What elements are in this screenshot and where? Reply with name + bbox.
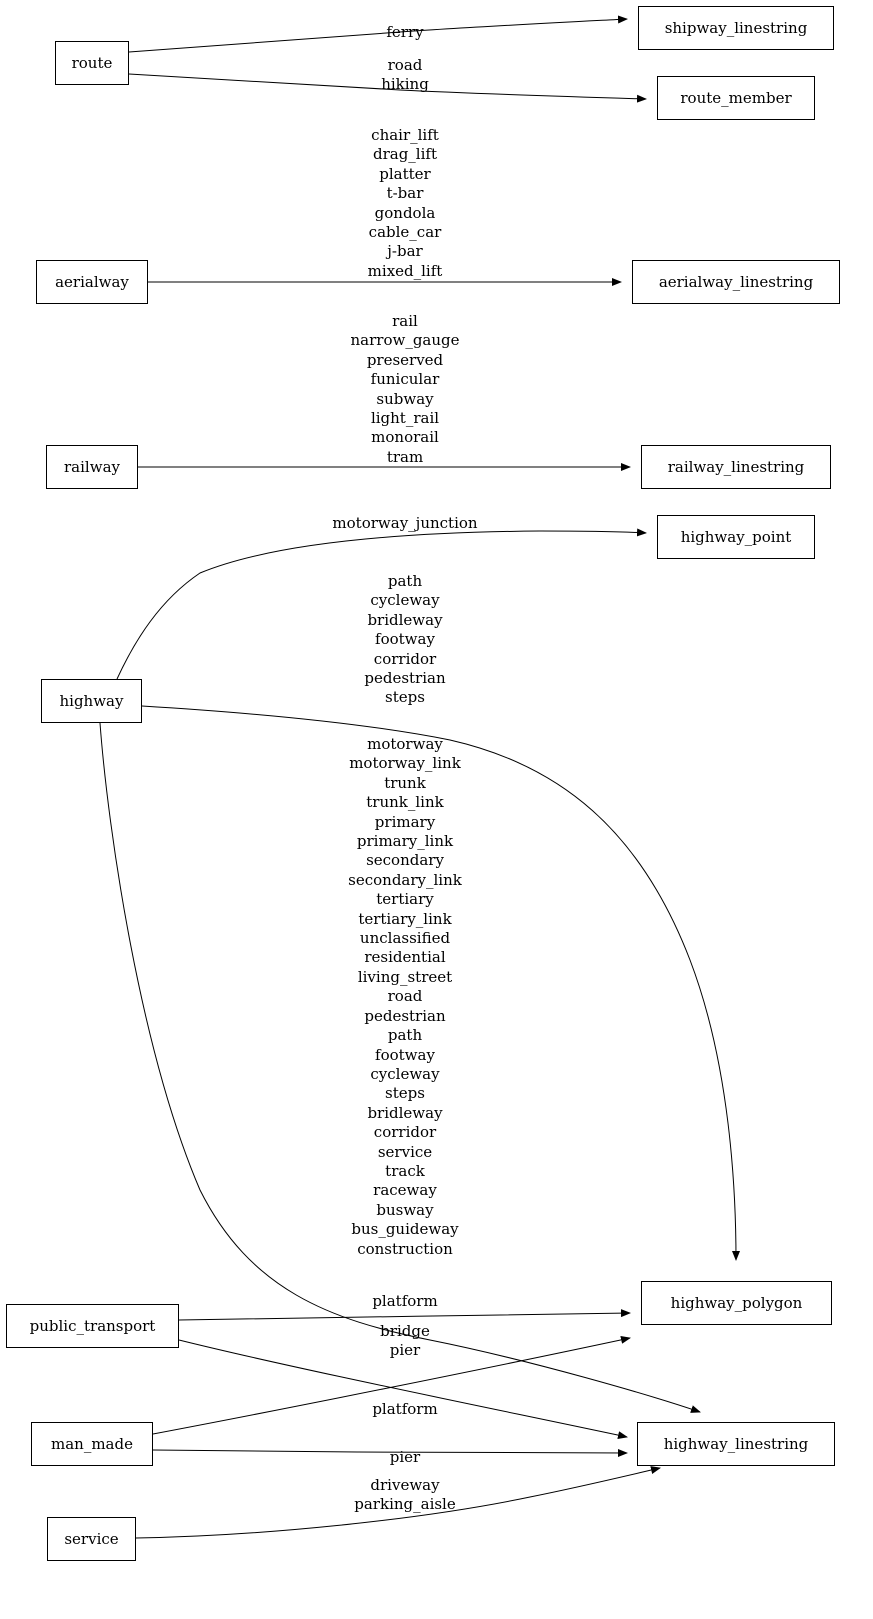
edge-label-line: motorway [367, 735, 443, 753]
edge-label-line: trunk_link [366, 793, 444, 812]
node-man_made[interactable]: man_made [31, 1422, 153, 1466]
edge-label-line: mixed_lift [367, 261, 443, 280]
edge-label-line: gondola [374, 203, 436, 222]
edge-label-line: secondary [366, 851, 444, 870]
edge-label-line: drag_lift [372, 145, 437, 164]
edge-label-line: parking_aisle [354, 1495, 456, 1514]
edge-label-service-to-highway_ls [354, 1476, 455, 1515]
edge-label-line: primary [374, 812, 436, 831]
edge-label-public_transport-to-highway_ls [372, 1400, 437, 1419]
edge-label-line: motorway_link [349, 754, 461, 773]
node-aerialway_ls[interactable]: aerialway_linestring [632, 260, 840, 304]
edge-label-line: preserved [366, 350, 444, 369]
edge-label-line: steps [385, 1084, 425, 1103]
edge-label-line: platform [372, 1400, 438, 1418]
edge-label-line: primary_link [356, 832, 454, 851]
edge-label-line: tertiary_link [358, 909, 452, 928]
edge-label-line: platter [379, 164, 431, 183]
edge-label-line: busway [376, 1200, 434, 1219]
edge-label-line: tram [386, 447, 424, 466]
node-service[interactable]: service [47, 1517, 136, 1561]
edge-label-line: ferry [386, 23, 424, 41]
edge-label-highway-to-highway_ls [348, 735, 462, 1259]
edge-label-line: pedestrian [364, 1006, 446, 1025]
edge-label-line: path [387, 1026, 423, 1045]
edge-label-line: chair_lift [371, 126, 439, 144]
edge-label-line: driveway [370, 1476, 440, 1494]
edge-label-line: narrow_gauge [350, 331, 460, 350]
edge-label-line: hiking [381, 75, 429, 94]
edge-label-line: road [387, 987, 423, 1006]
edge-label-line: cycleway [370, 1064, 440, 1083]
edge-label-line: track [385, 1161, 425, 1180]
edge-label-man_made-to-highway_polygon [380, 1322, 430, 1361]
node-route_member[interactable]: route_member [657, 76, 815, 120]
edge-label-line: monorail [371, 428, 439, 447]
edge-label-route-to-shipway_ls [386, 23, 423, 42]
edge-label-line: living_street [357, 967, 453, 986]
edge-label-line: bus_guideway [351, 1220, 459, 1239]
node-highway_ls[interactable]: highway_linestring [637, 1422, 835, 1466]
edge-label-public_transport-to-highway_polygon [372, 1292, 437, 1311]
edge-label-line: bridleway [367, 1103, 443, 1122]
edge-label-line: footway [375, 630, 435, 649]
edge-label-line: steps [385, 688, 425, 707]
edge-label-line: cable_car [368, 223, 442, 242]
edge-label-line: j-bar [387, 242, 423, 261]
node-route[interactable]: route [55, 41, 129, 85]
edge-label-line: rail [392, 312, 418, 330]
edge-label-man_made-to-highway_ls [390, 1448, 420, 1467]
edge-label-route-to-route_member [381, 56, 429, 95]
node-aerialway[interactable]: aerialway [36, 260, 148, 304]
edge-label-line: cycleway [370, 591, 440, 610]
edge-label-highway-to-highway_polygon [364, 572, 445, 708]
edge-label-line: secondary_link [348, 870, 462, 889]
edge-label-line: pier [389, 1341, 421, 1360]
edge-label-line: tertiary [376, 890, 434, 909]
edge-label-line: corridor [373, 649, 437, 668]
edge-label-line: residential [364, 948, 446, 967]
edge-label-line: funicular [370, 370, 440, 389]
node-highway_polygon[interactable]: highway_polygon [641, 1281, 832, 1325]
edge-label-line: light_rail [370, 409, 440, 428]
edge-label-line: road [387, 56, 423, 74]
edge-label-line: unclassified [359, 929, 451, 948]
node-railway_ls[interactable]: railway_linestring [641, 445, 831, 489]
edge-label-line: path [387, 572, 423, 590]
node-highway_point[interactable]: highway_point [657, 515, 815, 559]
edge-label-line: bridleway [367, 610, 443, 629]
edge-label-aerialway-to-aerialway_ls [368, 126, 443, 281]
edge-label-line: platform [372, 1292, 438, 1310]
edge-label-line: subway [376, 389, 434, 408]
edge-public_transport-to-highway_polygon [179, 1313, 630, 1320]
edge-label-line: t-bar [386, 184, 424, 203]
edge-label-line: pedestrian [364, 669, 446, 688]
edge-label-line: bridge [380, 1322, 430, 1340]
edge-label-line: motorway_junction [332, 514, 478, 532]
edge-label-line: footway [375, 1045, 435, 1064]
edge-label-line: raceway [373, 1181, 437, 1200]
edge-label-railway-to-railway_ls [351, 312, 460, 467]
edge-label-highway-to-highway_point [332, 514, 477, 533]
edge-label-line: pier [389, 1448, 421, 1466]
edge-label-line: trunk [384, 773, 426, 792]
edge-route-to-shipway_ls [129, 19, 627, 52]
node-railway[interactable]: railway [46, 445, 138, 489]
edge-label-line: construction [357, 1239, 453, 1258]
edge-label-line: corridor [373, 1123, 437, 1142]
node-shipway_ls[interactable]: shipway_linestring [638, 6, 834, 50]
edge-label-line: service [377, 1142, 433, 1161]
node-highway[interactable]: highway [41, 679, 142, 723]
node-public_transport[interactable]: public_transport [6, 1304, 179, 1348]
